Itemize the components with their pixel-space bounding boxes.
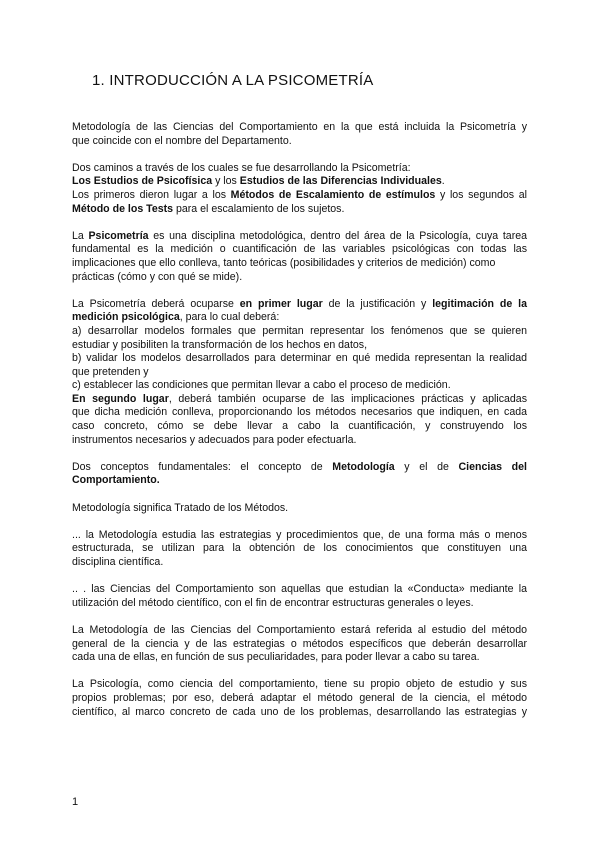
text-line: estudiar y posibiliten la transformación de los hechos en datos, (72, 338, 368, 351)
text-run: de la justificación y (322, 297, 433, 310)
text-line (72, 175, 527, 189)
text-line: estructurada, se utilizan para la obtención de los conocimientos que constituyen una (72, 542, 527, 555)
text-line: científico, al marco concreto de cada uno de los problemas, desarrollando las estrategias y (72, 705, 527, 718)
text-line: cada una de ellas, en función de sus peculiaridades, para poder llevar a cabo su tarea. (72, 651, 480, 664)
text-line: propios problemas; por eso, deberá adaptar el método general de la ciencia, el método (72, 691, 527, 704)
paragraph-4 (72, 298, 527, 448)
text-run: , deberá también ocuparse de las implicaciones prácticas y aplicadas (168, 392, 527, 405)
text-line (72, 474, 527, 488)
document-body (72, 121, 527, 733)
text-line: que coincide con el nombre del Departamento. (72, 134, 292, 147)
text-run: y los segundos al (435, 188, 527, 201)
text-line (72, 203, 527, 217)
text-line: Metodología significa Tratado de los Métodos. (72, 501, 289, 514)
paragraph-5 (72, 461, 527, 488)
paragraph-2 (72, 162, 527, 216)
bold-term: medición psicológica (72, 311, 180, 324)
text-line: c) establecer las condiciones que permitan llevar a cabo el proceso de medición. (72, 379, 451, 392)
text-run: es una disciplina metodológica, dentro del área de la Psicología, cuya tarea (148, 229, 527, 242)
text-line: disciplina científica. (72, 556, 164, 568)
text-line: ... la Metodología estudia las estrategias y procedimientos que, de una forma más o menos (72, 528, 527, 541)
text-line: .. . las Ciencias del Comportamiento son aquellas que estudian la «Conducta» mediante la (72, 583, 527, 596)
section-title: 1. INTRODUCCIÓN A LA PSICOMETRÍA (92, 72, 374, 89)
text-line: caso concreto, cómo se debe llevar a cabo la cuantificación, y construyendo los (72, 420, 527, 433)
page-number: 1 (72, 796, 79, 808)
text-line: que dicha medición conlleva, proporcionando los métodos necesarios que indiquen, en cada (72, 406, 527, 419)
text-line: fundamental es la medición o cuantificación de las variables psicológicas con todas las (72, 243, 527, 256)
paragraph-8 (72, 583, 527, 610)
text-run: . (441, 175, 445, 188)
bold-term: Psicometría (88, 229, 149, 242)
text-line: general de la ciencia y de las estrategias o métodos específicos que deberán desarrollar (72, 637, 527, 650)
text-line: La Psicología, como ciencia del comportamiento, tiene su propio objeto de estudio y sus (72, 678, 527, 691)
text-line: Dos caminos a través de los cuales se fue desarrollando la Psicometría: (72, 161, 411, 174)
text-run: y el de (394, 460, 459, 473)
text-line (72, 461, 527, 475)
bold-term: Comportamiento. (72, 474, 160, 487)
text-run: La Psicometría deberá ocuparse (72, 297, 240, 310)
bold-term: Métodos de Escalamiento de estímulos (230, 188, 436, 201)
text-line: prácticas (cómo y con qué se mide). (72, 270, 243, 283)
paragraph-3 (72, 230, 527, 284)
bold-term: Estudios de las Diferencias Individuales (239, 175, 442, 188)
text-run: y los (212, 175, 240, 188)
text-line: utilización del método científico, con el fin de encontrar estructuras generales o leyes. (72, 596, 474, 609)
text-line (72, 298, 527, 312)
paragraph-7 (72, 529, 527, 570)
paragraph-1 (72, 121, 527, 148)
text-run: , para lo cual deberá: (179, 311, 280, 324)
paragraph-9 (72, 624, 527, 665)
text-line: b) validar los modelos desarrollados para determinar en qué medida representan la realidad (72, 352, 527, 365)
text-line: implicaciones que ello conlleva, tanto teóricas (posibilidades y criterios de medición) como (72, 256, 496, 269)
text-line (72, 230, 527, 244)
text-line: Metodología de las Ciencias del Comportamiento en la que está incluida la Psicometría y (72, 121, 527, 133)
text-line: instrumentos necesarios y adecuados para poder efectuarla. (72, 433, 357, 446)
bold-term: Ciencias del (458, 460, 527, 473)
text-run: La (72, 229, 89, 242)
paragraph-10 (72, 678, 527, 719)
bold-term: Metodología (332, 460, 395, 473)
bold-term: Los Estudios de Psicofísica (72, 175, 213, 188)
bold-term: legitimación de la (432, 297, 527, 310)
text-line: a) desarrollar modelos formales que permitan representar los fenómenos que se quieren (72, 324, 527, 337)
bold-term: en primer lugar (239, 297, 323, 310)
text-line (72, 189, 527, 203)
text-line: que pretenden y (72, 365, 149, 378)
text-line (72, 311, 527, 325)
text-run: para el escalamiento de los sujetos. (173, 202, 345, 215)
bold-term: En segundo lugar (72, 392, 169, 405)
text-run: Dos conceptos fundamentales: el concepto de (72, 460, 333, 473)
text-run: Los primeros dieron lugar a los (72, 188, 231, 201)
text-line (72, 393, 527, 407)
text-line: La Metodología de las Ciencias del Comportamiento estará referida al estudio del método (72, 623, 527, 636)
bold-term: Método de los Tests (72, 202, 174, 215)
paragraph-6 (72, 502, 527, 516)
